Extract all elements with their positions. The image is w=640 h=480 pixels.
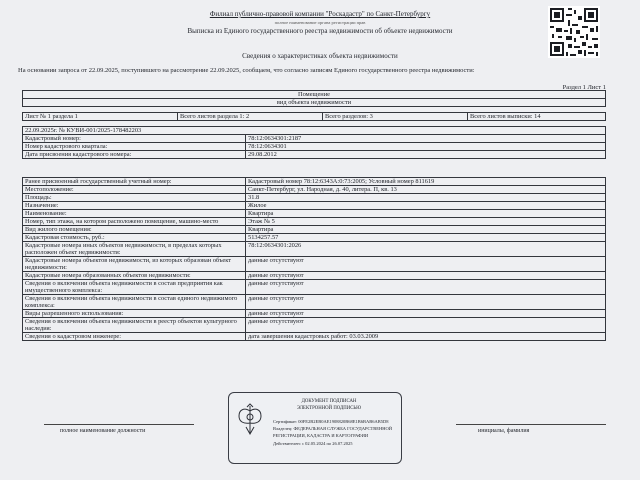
row-value: 31.8: [246, 194, 606, 202]
stamp-title-1: ДОКУМЕНТ ПОДПИСАН: [301, 399, 357, 404]
object-type-table: [22, 90, 606, 107]
org-sub: полное наименование органа регистрации прав: [274, 20, 366, 25]
row-value: данные отсутствуют: [246, 280, 606, 295]
row-label: Кадастровые номера образованных объектов недвижимости:: [23, 272, 246, 280]
object-type-sub: вид объекта недвижимости: [23, 99, 606, 107]
table-row: [23, 295, 606, 310]
row-value: данные отсутствуют: [246, 257, 606, 272]
row-value: Квартира: [246, 226, 606, 234]
table-row: [23, 143, 606, 151]
row-value: Жилое: [246, 202, 606, 210]
row-label: Сведения о включении объекта недвижимости в состав предприятия как имущественного комплекса:: [23, 280, 246, 295]
row-value: данные отсутствуют: [246, 295, 606, 310]
sheets-total: Всего листов выписки: 14: [468, 113, 606, 121]
row-label: Наименование:: [23, 210, 246, 218]
sheet-number: Лист № 1 раздела 1: [23, 113, 178, 121]
position-label: полное наименование должности: [60, 428, 146, 434]
table-row: [23, 234, 606, 242]
request-line: На основании запроса от 22.09.2025, поступившего на рассмотрение 22.09.2025, сообщаем, что согласно записям Единого государственного реестра недвижимости:: [18, 67, 475, 74]
stamp-validity: Действителен: с 02.05.2024 по 26.07.2025: [273, 441, 353, 446]
stamp-owner: Владелец: ФЕДЕРАЛЬНАЯ СЛУЖБА ГОСУДАРСТВЕННОЙ: [273, 426, 393, 431]
row-label: Ранее присвоенный государственный учетный номер:: [23, 178, 246, 186]
row-value: данные отсутствуют: [246, 318, 606, 333]
position-line: [44, 424, 194, 425]
row-label: Назначение:: [23, 202, 246, 210]
table-row: [23, 333, 606, 341]
table-row: [23, 257, 606, 272]
name-label: инициалы, фамилия: [478, 428, 530, 434]
object-type: Помещение: [23, 91, 606, 99]
table-row: [23, 186, 606, 194]
name-line: [456, 424, 606, 425]
info-title: Сведения о характеристиках объекта недвижимости: [242, 52, 398, 60]
table-row: [23, 135, 606, 143]
characteristics-table: [22, 177, 606, 341]
extract-number: 22.09.2025г. № КУВИ-001/2025-178482203: [23, 127, 606, 135]
stamp-owner-2: РЕГИСТРАЦИИ, КАДАСТРА И КАРТОГРАФИИ: [273, 433, 369, 438]
stamp-title-2: ЭЛЕКТРОННОЙ ПОДПИСЬЮ: [296, 406, 362, 411]
row-value: 78:12:0634301: [246, 143, 606, 151]
row-value: Санкт-Петербург, ул. Народная, д. 40, литера. П, кв. 13: [246, 186, 606, 194]
sheets-in-section: Всего листов раздела 1: 2: [178, 113, 323, 121]
row-value: 29.08.2012: [246, 151, 606, 159]
row-value: 78:12:0634301:2187: [246, 135, 606, 143]
row-label: Номер, тип этажа, на котором расположено помещение, машино-место: [23, 218, 246, 226]
table-row: [23, 310, 606, 318]
row-label: Вид жилого помещения:: [23, 226, 246, 234]
row-label: Дата присвоения кадастрового номера:: [23, 151, 246, 159]
row-value: 5134257.57: [246, 234, 606, 242]
row-value: Квартира: [246, 210, 606, 218]
table-row: [23, 226, 606, 234]
row-label: Площадь:: [23, 194, 246, 202]
row-label: Сведения о включении объекта недвижимости в состав единого недвижимого комплекса:: [23, 295, 246, 310]
row-label: Сведения о кадастровом инженере:: [23, 333, 246, 341]
row-value: дата завершения кадастровых работ: 03.03.2009: [246, 333, 606, 341]
sheet-info-table: [22, 112, 606, 121]
sections-total: Всего разделов: 3: [323, 113, 468, 121]
row-label: Сведения о включении объекта недвижимости в реестр объектов культурного наследия:: [23, 318, 246, 333]
extract-title: Выписка из Единого государственного реестра недвижимости об объекте недвижимости: [187, 27, 453, 35]
table-row: [23, 218, 606, 226]
row-value: данные отсутствуют: [246, 310, 606, 318]
digital-signature-stamp: [228, 392, 402, 464]
row-value: Этаж № 5: [246, 218, 606, 226]
cadastral-table: [22, 134, 606, 159]
stamp-certificate: Сертификат: 00FE2B2EB0AE1908820B68E1B6BAB6AB5D8: [273, 419, 389, 424]
row-value: данные отсутствуют: [246, 272, 606, 280]
row-label: Кадастровые номера объектов недвижимости, из которых образован объект недвижимости:: [23, 257, 246, 272]
table-row: [23, 210, 606, 218]
row-label: Номер кадастрового квартала:: [23, 143, 246, 151]
org-line: Филиал публично-правовой компании "Роскадастр" по Санкт-Петербургу: [209, 10, 431, 18]
table-row: [23, 194, 606, 202]
row-label: Виды разрешенного использования:: [23, 310, 246, 318]
row-label: Местоположение:: [23, 186, 246, 194]
table-row: [23, 318, 606, 333]
row-value: 78:12:0634301:2026: [246, 242, 606, 257]
table-row: [23, 151, 606, 159]
row-label: Кадастровые номера иных объектов недвижимости, в пределах которых расположен объект недвижимости:: [23, 242, 246, 257]
table-row: [23, 272, 606, 280]
qr-code: [548, 6, 600, 58]
row-label: Кадастровый номер:: [23, 135, 246, 143]
table-row: [23, 178, 606, 186]
emblem-icon: [235, 403, 265, 437]
table-row: [23, 202, 606, 210]
section-label: Раздел 1 Лист 1: [562, 84, 606, 91]
row-value: Кадастровый номер 78:12:6343А:0:73:2005; Условный номер 811619: [246, 178, 606, 186]
row-label: Кадастровая стоимость, руб.:: [23, 234, 246, 242]
table-row: [23, 280, 606, 295]
table-row: [23, 242, 606, 257]
